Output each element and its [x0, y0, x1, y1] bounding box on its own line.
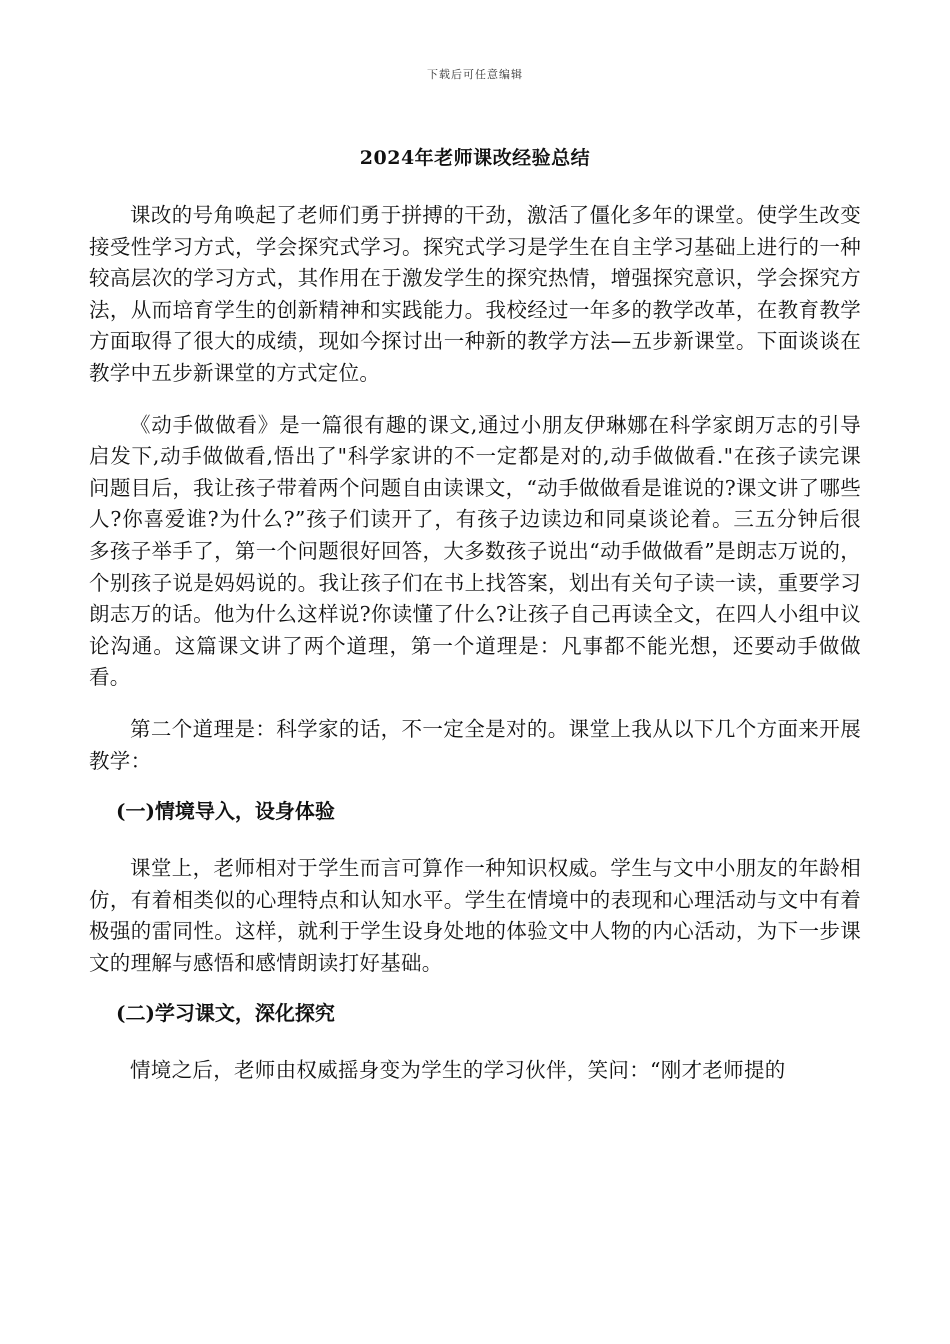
document-body	[89, 200, 861, 1107]
paragraph-lesson-example: 《动手做做看》是一篇很有趣的课文,通过小朋友伊琳娜在科学家朗万志的引导启发下,动手做做看,悟出了"科学家讲的不一定都是对的,动手做做看."在孩子读完课问题目后，我让孩子带着两个问题自由读课文，“动手做做看是谁说的?课文讲了哪些人?你喜爱谁?为什么?”孩子们读开了，有孩子边读边和同桌谈论着。三五分钟后很多孩子举手了，第一个问题很好回答，大多数孩子说出“动手做做看”是朗志万说的，个别孩子说是妈妈说的。我让孩子们在书上找答案，划出有关句子读一读，重要学习朗志万的话。他为什么这样说?你读懂了什么?让孩子自己再读全文，在四人小组中议论沟通。这篇课文讲了两个道理，第一个道理是：凡事都不能光想，还要动手做做看。	[89, 412, 861, 690]
paragraph-section-2: 情境之后，老师由权威摇身变为学生的学习伙伴，笑问：“刚才老师提的	[130, 1058, 786, 1083]
header-note: 下载后可任意编辑	[427, 68, 523, 81]
section-heading-2: (二)学习课文，深化探究	[116, 1001, 335, 1026]
document-title: 2024年老师课改经验总结	[359, 147, 591, 169]
paragraph-second-principle: 第二个道理是：科学家的话，不一定全是对的。课堂上我从以下几个方面来开展教学：	[89, 716, 861, 773]
section-heading-1: (一)情境导入，设身体验	[116, 799, 335, 824]
paragraph-section-1: 课堂上，老师相对于学生而言可算作一种知识权威。学生与文中小朋友的年龄相仿，有着相类似的心理特点和认知水平。学生在情境中的表现和心理活动与文中有着极强的雷同性。这样，就利于学生设身处地的体验文中人物的内心活动，为下一步课文的理解与感悟和感情朗读打好基础。	[89, 856, 861, 975]
paragraph-intro: 课改的号角唤起了老师们勇于拼搏的干劲，激活了僵化多年的课堂。使学生改变接受性学习方式，学会探究式学习。探究式学习是学生在自主学习基础上进行的一种较高层次的学习方式，其作用在于激发学生的探究热情，增强探究意识，学会探究方法，从而培育学生的创新精神和实践能力。我校经过一年多的教学改革，在教育教学方面取得了很大的成绩，现如今探讨出一种新的教学方法—五步新课堂。下面谈谈在教学中五步新课堂的方式定位。	[89, 203, 861, 385]
